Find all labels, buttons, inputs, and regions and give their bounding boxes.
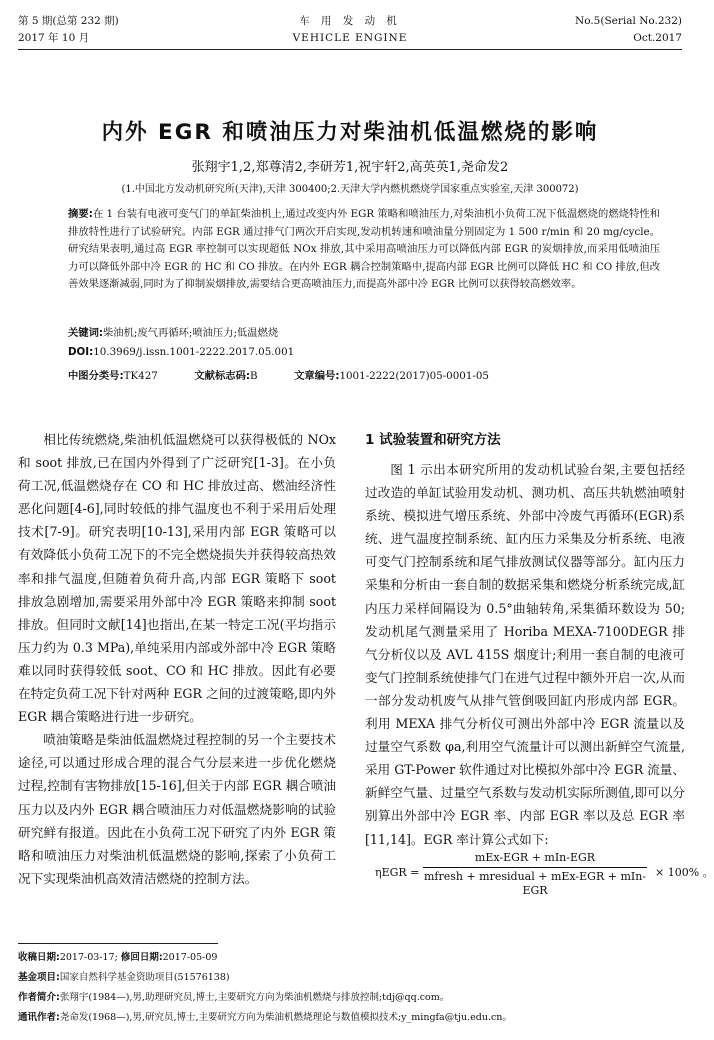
- issue-date-en: Oct.2017: [633, 32, 682, 44]
- doc-code-value: B: [250, 370, 258, 382]
- clc-value: TK427: [123, 370, 158, 382]
- corresponding-label: 通讯作者:: [18, 1012, 60, 1023]
- fund-label: 基金项目:: [18, 972, 60, 983]
- intro-paragraph-2: 喷油策略是柴油低温燃烧过程控制的另一个主要技术途径,可以通过形成合理的混合气分层来进一步优化燃烧过程,控制有害物排放[15-16],但关于内部 EGR 耦合喷油压力以及内外 EGR 耦合喷油压力对低温燃烧影响的试验研究鲜有报道。因此在小负荷工况下研究了内外 EGR 策略和喷油压力对柴油机低温燃烧的影响,探索了小负荷工况下实现柴油机高效清洁燃烧的控制方法。: [18, 732, 336, 886]
- footnote-corresponding: [18, 1008, 682, 1028]
- footnote-fund: [18, 968, 682, 988]
- clc-label: 中图分类号:: [68, 370, 124, 382]
- abstract-label: 摘要:: [68, 208, 93, 220]
- keywords-text: 柴油机;废气再循环;喷油压力;低温燃烧: [103, 327, 279, 339]
- fund-text: 国家自然科学基金资助项目(51576138): [59, 972, 230, 983]
- revised-date: 2017-05-09: [162, 952, 218, 963]
- doi: [68, 346, 294, 358]
- issue-date: 2017 年 10 月: [18, 32, 90, 44]
- formula-lhs: ηEGR =: [375, 865, 420, 879]
- revised-label: 修回日期:: [120, 952, 163, 963]
- header-rule: [18, 49, 682, 50]
- egr-formula: [365, 850, 714, 897]
- journal-name-en: VEHICLE ENGINE: [292, 32, 408, 44]
- corresponding-text: 尧命发(1968—),男,研究员,博士,主要研究方向为柴油机燃烧理论与数值模拟技术;y_mingfa@tju.edu.cn。: [59, 1012, 512, 1023]
- formula-fraction-bar: [423, 867, 647, 868]
- intro-paragraph-1: 相比传统燃烧,柴油机低温燃烧可以获得极低的 NOx 和 soot 排放,已在国内外得到了广泛研究[1-3]。在小负荷工况,低温燃烧存在 CO 和 HC 排放过高、燃油经济性恶化问题[4-6],同时较低的排气温度也不利于采用后处理技术[7-9]。研究表明[10-13],采用内部 EGR 策略可以有效降低小负荷工况下的不完全燃烧损失并获得较高热效率和排气温度,但随着负荷升高,内部 EGR 策略下 soot 排放急剧增加,需要采用外部中冷 EGR 策略来抑制 soot 排放。但同时文献[14]也指出,在某一特定工况(平均指示压力约为 0.3 MPa),单纯采用内部或外部中冷 EGR 策略难以同时获得较低 soot、CO 和 HC 排放。因此有必要在特定负荷工况下针对两种 EGR 之间的过渡策略,即内外 EGR 耦合策略进行进一步研究。: [18, 432, 336, 725]
- journal-name-cn: 车 用 发 动 机: [299, 15, 401, 27]
- footnote-rule: [18, 943, 218, 944]
- section-heading: 1 试验装置和研究方法: [365, 432, 501, 448]
- abstract-text: 在 1 台装有电液可变气门的单缸柴油机上,通过改变内外 EGR 策略和喷油压力,对柴油机小负荷工况下低温燃烧的燃烧特性和排放特性进行了试验研究。内部 EGR 通过排气门两次开启实现,发动机转速和喷油量分别固定为 1 500 r/min 和 20 mg/cycle。研究结果表明,通过高 EGR 率控制可以实现超低 NOx 排放,其中采用高喷油压力可以降低内部 EGR 的炭烟排放,而采用低喷油压力可以降低外部中冷 EGR 的 HC 和 CO 排放。在内外 EGR 耦合控制策略中,提高内部 EGR 比例可以降低 HC 和 CO 排放,但改善效果逐渐减弱,同时为了抑制炭烟排放,需要结合更高喷油压力,而提高外部中冷 EGR 比例可以获得较高燃效率。: [68, 208, 660, 291]
- article-number-label: 文章编号:: [294, 370, 340, 382]
- keywords: [68, 324, 278, 339]
- formula-tail: × 100% 。: [655, 865, 714, 879]
- author-bio-text: 张翔宇(1984—),男,助理研究员,博士,主要研究方向为柴油机燃烧与排放控制;tdj@qq.com。: [59, 992, 450, 1003]
- body-left-column: [18, 428, 336, 890]
- doi-label: DOI:: [68, 346, 94, 358]
- serial-number: No.5(Serial No.232): [575, 15, 682, 27]
- classification-line: [68, 367, 489, 382]
- author-bio-label: 作者简介:: [18, 992, 60, 1003]
- body-right-column: [365, 428, 714, 897]
- doc-code-label: 文献标志码:: [194, 370, 250, 382]
- received-date: 2017-03-17;: [59, 952, 118, 963]
- formula-numerator: mEx-EGR + mIn-EGR: [474, 850, 596, 864]
- methods-paragraph: 图 1 示出本研究所用的发动机试验台架,主要包括经过改造的单缸试验用发动机、测功机、高压共轨燃油喷射系统、模拟进气增压系统、外部中冷废气再循环(EGR)系统、进气温度控制系统、缸内压力采集及分析系统、电液可变气门控制系统和尾气排放测试仪器等部分。缸内压力采集和分析由一套自制的数据采集和燃烧分析系统完成,缸内压力采样间隔设为 0.5°曲轴转角,采集循环数设为 50;发动机尾气测量采用了 Horiba MEXA-7100DEGR 排气分析仪以及 AVL 415S 烟度计;利用一套自制的电液可变气门控制系统使排气门在进气过程中额外开启一次,从而一部分发动机废气从排气管倒吸回缸内形成内部 EGR。利用 MEXA 排气分析仪可测出外部中冷 EGR 流量以及过量空气系数 φa,利用空气流量计可以测出新鲜空气流量,采用 GT-Power 软件通过对比模拟外部中冷 EGR 流量、新鲜空气量、过量空气系数与发动机实际所测值,即可以分别算出外部中冷 EGR 率、内部 EGR 率以及总 EGR 率[11,14]。EGR 率计算公式如下:: [365, 462, 685, 847]
- received-label: 收稿日期:: [18, 952, 60, 963]
- doi-text: 10.3969/j.issn.1001-2222.2017.05.001: [93, 346, 295, 358]
- footnote-author: [18, 988, 682, 1008]
- abstract: [68, 206, 660, 294]
- paper-title: 内外 EGR 和喷油压力对柴油机低温燃烧的影响: [101, 120, 599, 145]
- footnotes: [18, 948, 682, 1028]
- affiliation: (1.中国北方发动机研究所(天津),天津 300400;2.天津大学内燃机燃烧学国家重点实验室,天津 300072): [121, 184, 579, 195]
- formula-denominator: mfresh + mresidual + mEx-EGR + mIn-EGR: [423, 869, 647, 897]
- article-number-value: 1001-2222(2017)05-0001-05: [339, 370, 489, 382]
- keywords-label: 关键词:: [68, 327, 104, 339]
- author-list: 张翔宇1,2,郑尊清2,李研芳1,祝宇轩2,高英英1,尧命发2: [191, 160, 509, 175]
- issue-number: 第 5 期(总第 232 期): [18, 15, 119, 27]
- footnote-dates: [18, 948, 682, 968]
